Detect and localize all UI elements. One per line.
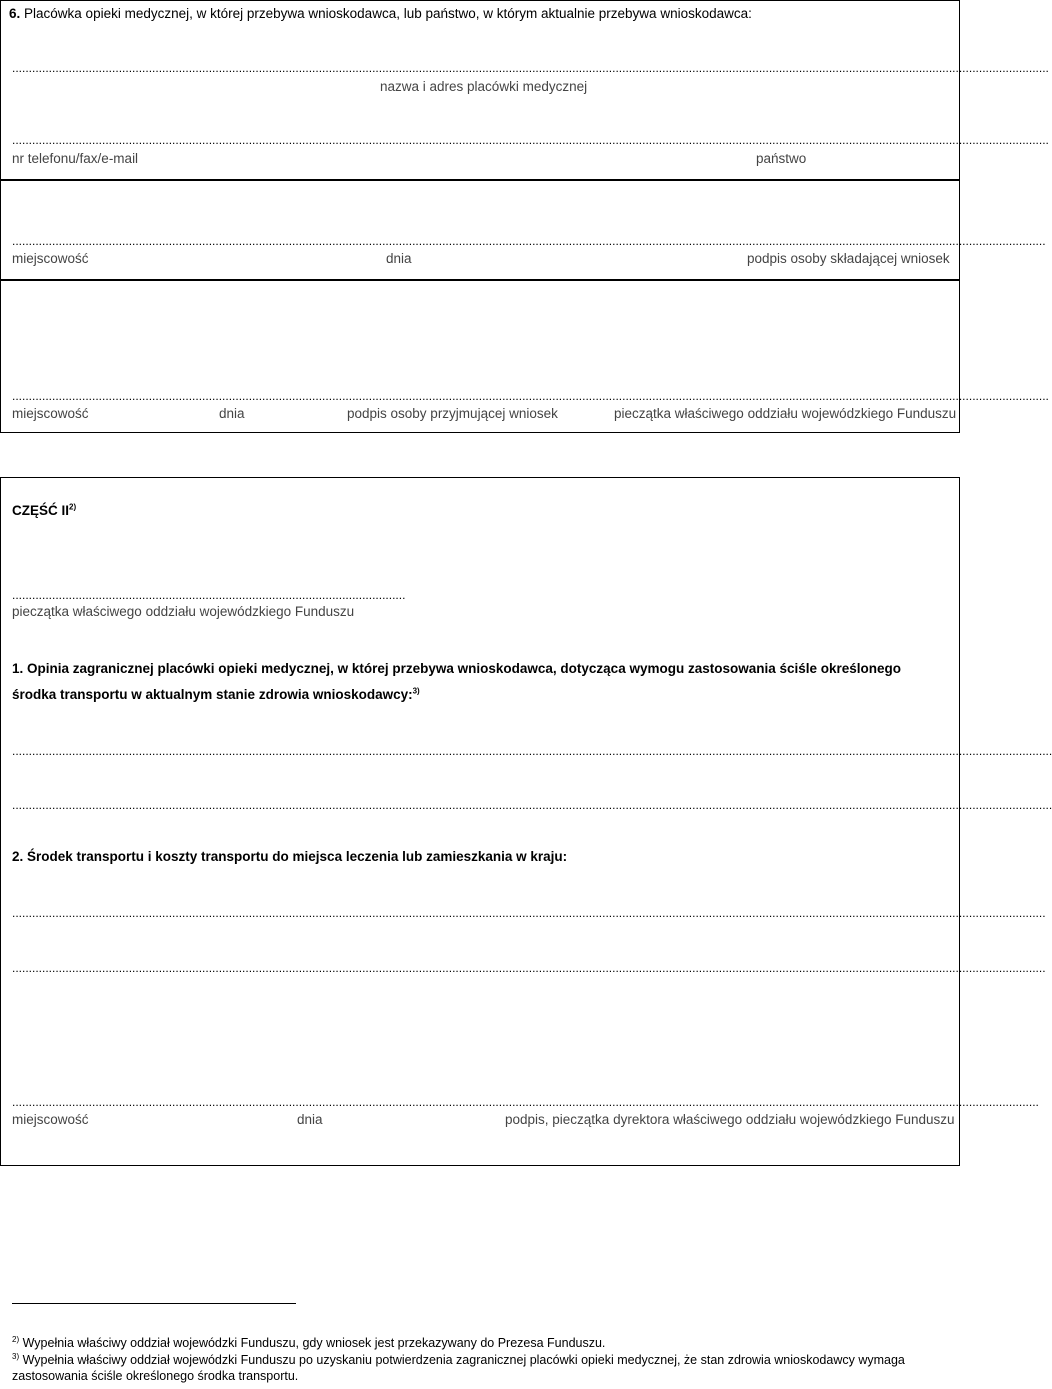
director-signature-line[interactable]: .................................................................................................................................................................................................................................................................................................................... (12, 1095, 1039, 1109)
applicant-signature-line[interactable]: ...................................................................................................................................................................................................................................................................................................................... (12, 234, 1046, 248)
receiver-stamp-label: pieczątka właściwego oddziału wojewódzkiego Funduszu (614, 406, 957, 421)
phone-label: nr telefonu/fax/e-mail (12, 151, 139, 166)
receiver-date-label: dnia (219, 406, 245, 421)
question-2-line-1[interactable]: ...................................................................................................................................................................................................................................................................................................................... (12, 906, 1046, 920)
director-place-label: miejscowość (12, 1112, 89, 1127)
director-date-label: dnia (297, 1112, 323, 1127)
facility-name-line[interactable]: ....................................................................................................................................................................................................................................................................................................................... (12, 61, 1049, 75)
question-2-line-2[interactable]: ...................................................................................................................................................................................................................................................................................................................... (12, 961, 1046, 975)
footnote-2: $^{2)}$ Wypełnia właściwy oddział wojewódzki Funduszu, gdy wniosek jest przekazywany do Prezesa Funduszu. (12, 1334, 606, 1350)
applicant-date-label: dnia (386, 251, 412, 266)
question-2: 2. Środek transportu i koszty transportu do miejsca leczenia lub zamieszkania w kraju: (12, 849, 568, 864)
question-1-line-2[interactable]: ........................................................................................................................................................................................................................................................................................................................ (12, 798, 1052, 812)
applicant-place-label: miejscowość (12, 251, 89, 266)
receiver-place-label: miejscowość (12, 406, 89, 421)
question-1-line-1[interactable]: ........................................................................................................................................................................................................................................................................................................................ (12, 744, 1052, 758)
country-label: państwo (756, 151, 807, 166)
receiver-signature-label: podpis osoby przyjmującej wniosek (347, 406, 558, 421)
footnote-separator (12, 1303, 296, 1304)
phone-country-line[interactable]: ....................................................................................................................................................................................................................................................................................................................... (12, 133, 1049, 147)
question-1: 1. Opinia zagranicznej placówki opieki medycznej, w której przebywa wnioskodawca, dotycząca wymogu zastosowania ściśle określonego środka transportu w aktualnym stanie zdrowia wnioskodawcy:$^{3)}$ (12, 661, 902, 702)
part-2-box (0, 477, 1052, 1166)
footnote-3: $^{3)}$ Wypełnia właściwy oddział wojewódzki Funduszu po uzyskaniu potwierdzenia zagranicznej placówki opieki medycznej, że stan zdrowia wnioskodawcy wymaga zastosowania ściśle określonego środka transportu. (12, 1351, 905, 1383)
part-2-title: CZĘŚĆ II$^{2)}$ (12, 502, 77, 518)
part-2-stamp-line[interactable]: ...................................................................................................................... (12, 588, 406, 602)
facility-label: nazwa i adres placówki medycznej (380, 79, 588, 94)
director-signature-label: podpis, pieczątka dyrektora właściwego oddziału wojewódzkiego Funduszu (505, 1112, 955, 1127)
applicant-signature-label: podpis osoby składającej wniosek (747, 251, 950, 266)
part-2-stamp-label: pieczątka właściwego oddziału wojewódzkiego Funduszu (12, 604, 355, 619)
section-6-heading: 6. Placówka opieki medycznej, w której przebywa wnioskodawca, lub państwo, w którym aktualnie przebywa wnioskodawca: (9, 6, 752, 21)
receiver-signature-line[interactable]: ....................................................................................................................................................................................................................................................................................................................... (12, 389, 1049, 403)
